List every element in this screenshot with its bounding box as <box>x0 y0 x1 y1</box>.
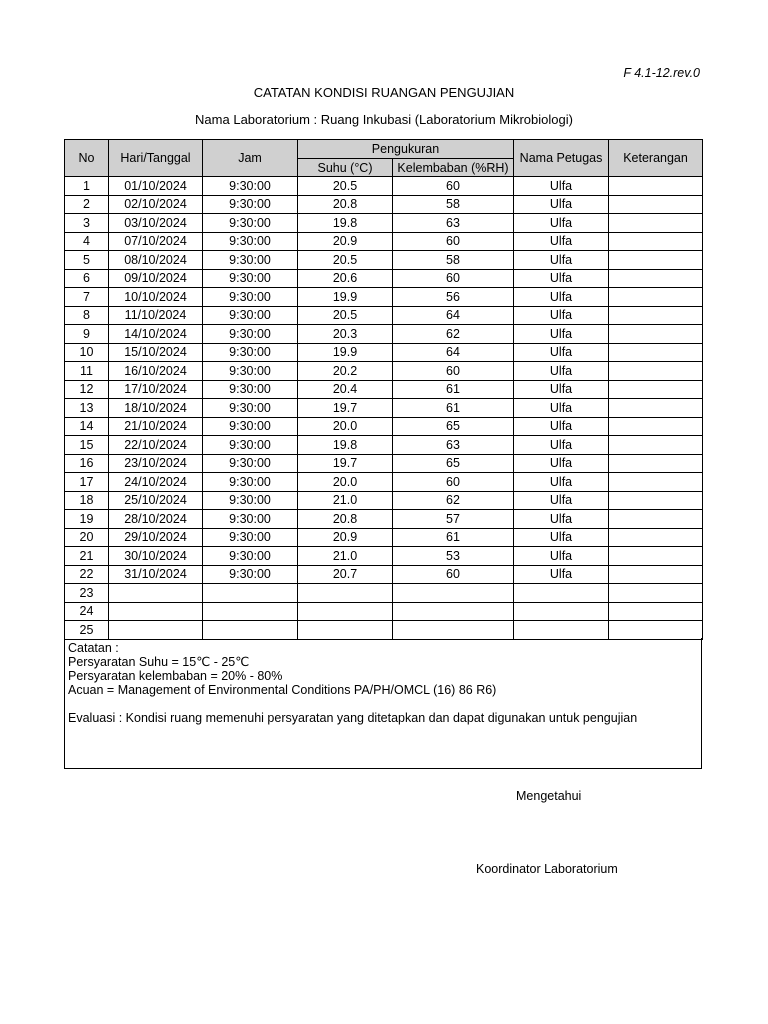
humidity-cell: 57 <box>393 510 514 529</box>
officer-cell: Ulfa <box>514 491 609 510</box>
date-cell: 07/10/2024 <box>109 232 203 251</box>
officer-cell: Ulfa <box>514 362 609 381</box>
header-no: No <box>65 140 109 177</box>
date-cell: 24/10/2024 <box>109 473 203 492</box>
humidity-cell: 60 <box>393 362 514 381</box>
remarks-cell <box>609 232 703 251</box>
officer-cell: Ulfa <box>514 343 609 362</box>
row-number: 24 <box>65 602 109 621</box>
time-cell: 9:30:00 <box>203 251 298 270</box>
officer-cell: Ulfa <box>514 399 609 418</box>
table-row <box>65 251 703 270</box>
remarks-cell <box>609 454 703 473</box>
reference-note: Acuan = Management of Environmental Conditions PA/PH/OMCL (16) 86 R6) <box>68 683 497 697</box>
time-cell: 9:30:00 <box>203 547 298 566</box>
form-code: F 4.1-12.rev.0 <box>623 66 700 80</box>
time-cell <box>203 621 298 640</box>
humidity-cell: 60 <box>393 473 514 492</box>
row-number: 17 <box>65 473 109 492</box>
temperature-cell <box>298 602 393 621</box>
row-number: 21 <box>65 547 109 566</box>
date-cell: 16/10/2024 <box>109 362 203 381</box>
row-number: 8 <box>65 306 109 325</box>
temperature-cell: 21.0 <box>298 491 393 510</box>
date-cell: 30/10/2024 <box>109 547 203 566</box>
humidity-cell <box>393 621 514 640</box>
time-cell: 9:30:00 <box>203 380 298 399</box>
row-number: 12 <box>65 380 109 399</box>
temperature-cell: 20.8 <box>298 510 393 529</box>
time-cell: 9:30:00 <box>203 473 298 492</box>
notes-section <box>64 638 702 769</box>
table-row <box>65 325 703 344</box>
table-row <box>65 436 703 455</box>
humidity-cell <box>393 584 514 603</box>
table-row <box>65 454 703 473</box>
table-row <box>65 380 703 399</box>
table-row <box>65 306 703 325</box>
officer-cell: Ulfa <box>514 195 609 214</box>
remarks-cell <box>609 343 703 362</box>
time-cell <box>203 584 298 603</box>
officer-cell: Ulfa <box>514 417 609 436</box>
temperature-cell: 20.9 <box>298 232 393 251</box>
date-cell: 11/10/2024 <box>109 306 203 325</box>
officer-cell <box>514 584 609 603</box>
officer-cell: Ulfa <box>514 288 609 307</box>
header-date: Hari/Tanggal <box>109 140 203 177</box>
document-title: CATATAN KONDISI RUANGAN PENGUJIAN <box>253 85 515 100</box>
humidity-cell: 65 <box>393 454 514 473</box>
officer-cell: Ulfa <box>514 473 609 492</box>
remarks-cell <box>609 380 703 399</box>
officer-cell: Ulfa <box>514 269 609 288</box>
evaluation-note: Evaluasi : Kondisi ruang memenuhi persyaratan yang ditetapkan dan dapat digunakan untuk pengujian <box>68 711 638 725</box>
remarks-cell <box>609 195 703 214</box>
humidity-cell: 60 <box>393 565 514 584</box>
header-measurement: Pengukuran <box>298 140 514 159</box>
remarks-cell <box>609 399 703 418</box>
temperature-cell: 19.7 <box>298 454 393 473</box>
remarks-cell <box>609 177 703 196</box>
notes-heading: Catatan : <box>68 641 119 655</box>
table-row <box>65 399 703 418</box>
humidity-cell: 60 <box>393 232 514 251</box>
laboratory-name: Nama Laboratorium : Ruang Inkubasi (Laboratorium Mikrobiologi) <box>195 112 573 127</box>
officer-cell: Ulfa <box>514 214 609 233</box>
officer-cell: Ulfa <box>514 325 609 344</box>
remarks-cell <box>609 325 703 344</box>
table-row <box>65 528 703 547</box>
temperature-cell: 20.2 <box>298 362 393 381</box>
time-cell: 9:30:00 <box>203 343 298 362</box>
header-temperature: Suhu (°C) <box>298 159 393 177</box>
humidity-cell: 53 <box>393 547 514 566</box>
time-cell: 9:30:00 <box>203 528 298 547</box>
temperature-cell: 20.6 <box>298 269 393 288</box>
header-humidity: Kelembaban (%RH) <box>393 159 514 177</box>
officer-cell <box>514 621 609 640</box>
time-cell: 9:30:00 <box>203 232 298 251</box>
officer-cell: Ulfa <box>514 251 609 270</box>
remarks-cell <box>609 288 703 307</box>
humidity-cell: 63 <box>393 214 514 233</box>
time-cell: 9:30:00 <box>203 362 298 381</box>
row-number: 14 <box>65 417 109 436</box>
date-cell: 02/10/2024 <box>109 195 203 214</box>
row-number: 23 <box>65 584 109 603</box>
temperature-cell: 19.9 <box>298 343 393 362</box>
temperature-cell: 20.8 <box>298 195 393 214</box>
officer-cell: Ulfa <box>514 306 609 325</box>
time-cell: 9:30:00 <box>203 214 298 233</box>
remarks-cell <box>609 362 703 381</box>
temperature-cell: 19.7 <box>298 399 393 418</box>
officer-cell: Ulfa <box>514 436 609 455</box>
date-cell <box>109 602 203 621</box>
time-cell: 9:30:00 <box>203 510 298 529</box>
row-number: 20 <box>65 528 109 547</box>
time-cell: 9:30:00 <box>203 177 298 196</box>
humidity-cell: 60 <box>393 269 514 288</box>
date-cell: 22/10/2024 <box>109 436 203 455</box>
acknowledged-label: Mengetahui <box>516 789 582 803</box>
remarks-cell <box>609 528 703 547</box>
header-time: Jam <box>203 140 298 177</box>
temperature-cell: 20.0 <box>298 473 393 492</box>
temperature-cell: 20.4 <box>298 380 393 399</box>
date-cell: 09/10/2024 <box>109 269 203 288</box>
time-cell: 9:30:00 <box>203 417 298 436</box>
row-number: 9 <box>65 325 109 344</box>
table-body <box>65 177 703 640</box>
officer-cell: Ulfa <box>514 232 609 251</box>
humidity-cell: 61 <box>393 399 514 418</box>
time-cell: 9:30:00 <box>203 565 298 584</box>
temperature-cell <box>298 584 393 603</box>
remarks-cell <box>609 251 703 270</box>
remarks-cell <box>609 491 703 510</box>
table-row <box>65 417 703 436</box>
humidity-cell <box>393 602 514 621</box>
officer-cell: Ulfa <box>514 177 609 196</box>
row-number: 4 <box>65 232 109 251</box>
remarks-cell <box>609 547 703 566</box>
time-cell: 9:30:00 <box>203 325 298 344</box>
table-row <box>65 232 703 251</box>
officer-cell: Ulfa <box>514 528 609 547</box>
time-cell: 9:30:00 <box>203 306 298 325</box>
temperature-cell: 20.5 <box>298 177 393 196</box>
temperature-cell: 19.9 <box>298 288 393 307</box>
date-cell: 31/10/2024 <box>109 565 203 584</box>
table-row <box>65 473 703 492</box>
date-cell: 25/10/2024 <box>109 491 203 510</box>
signatory-role: Koordinator Laboratorium <box>476 862 618 876</box>
temperature-cell <box>298 621 393 640</box>
row-number: 11 <box>65 362 109 381</box>
table-row <box>65 214 703 233</box>
remarks-cell <box>609 584 703 603</box>
row-number: 22 <box>65 565 109 584</box>
date-cell <box>109 621 203 640</box>
humidity-cell: 62 <box>393 325 514 344</box>
date-cell: 08/10/2024 <box>109 251 203 270</box>
temperature-requirement: Persyaratan Suhu = 15℃ - 25℃ <box>68 655 250 669</box>
time-cell: 9:30:00 <box>203 288 298 307</box>
temperature-cell: 19.8 <box>298 436 393 455</box>
humidity-cell: 61 <box>393 380 514 399</box>
row-number: 16 <box>65 454 109 473</box>
row-number: 5 <box>65 251 109 270</box>
officer-cell: Ulfa <box>514 454 609 473</box>
remarks-cell <box>609 436 703 455</box>
time-cell: 9:30:00 <box>203 454 298 473</box>
officer-cell: Ulfa <box>514 380 609 399</box>
temperature-cell: 20.0 <box>298 417 393 436</box>
table-row <box>65 491 703 510</box>
row-number: 18 <box>65 491 109 510</box>
table-row <box>65 343 703 362</box>
temperature-cell: 20.7 <box>298 565 393 584</box>
table-row <box>65 565 703 584</box>
date-cell: 01/10/2024 <box>109 177 203 196</box>
row-number: 19 <box>65 510 109 529</box>
remarks-cell <box>609 602 703 621</box>
date-cell: 29/10/2024 <box>109 528 203 547</box>
row-number: 25 <box>65 621 109 640</box>
header-remarks: Keterangan <box>609 140 703 177</box>
remarks-cell <box>609 473 703 492</box>
temperature-cell: 20.9 <box>298 528 393 547</box>
humidity-cell: 65 <box>393 417 514 436</box>
table-row <box>65 177 703 196</box>
remarks-cell <box>609 417 703 436</box>
remarks-cell <box>609 565 703 584</box>
table-row <box>65 510 703 529</box>
remarks-cell <box>609 621 703 640</box>
time-cell: 9:30:00 <box>203 195 298 214</box>
date-cell: 28/10/2024 <box>109 510 203 529</box>
row-number: 6 <box>65 269 109 288</box>
table-row <box>65 547 703 566</box>
humidity-cell: 61 <box>393 528 514 547</box>
date-cell: 03/10/2024 <box>109 214 203 233</box>
row-number: 13 <box>65 399 109 418</box>
humidity-cell: 60 <box>393 177 514 196</box>
row-number: 1 <box>65 177 109 196</box>
table-row <box>65 288 703 307</box>
officer-cell: Ulfa <box>514 565 609 584</box>
remarks-cell <box>609 269 703 288</box>
humidity-cell: 62 <box>393 491 514 510</box>
humidity-requirement: Persyaratan kelembaban = 20% - 80% <box>68 669 283 683</box>
temperature-cell: 20.5 <box>298 306 393 325</box>
date-cell: 17/10/2024 <box>109 380 203 399</box>
date-cell: 15/10/2024 <box>109 343 203 362</box>
row-number: 2 <box>65 195 109 214</box>
date-cell: 23/10/2024 <box>109 454 203 473</box>
room-condition-table <box>64 139 703 640</box>
row-number: 7 <box>65 288 109 307</box>
table-row <box>65 584 703 603</box>
header-officer: Nama Petugas <box>514 140 609 177</box>
row-number: 10 <box>65 343 109 362</box>
date-cell: 10/10/2024 <box>109 288 203 307</box>
table-row <box>65 621 703 640</box>
date-cell: 14/10/2024 <box>109 325 203 344</box>
time-cell: 9:30:00 <box>203 269 298 288</box>
humidity-cell: 56 <box>393 288 514 307</box>
remarks-cell <box>609 214 703 233</box>
date-cell <box>109 584 203 603</box>
table-row <box>65 602 703 621</box>
temperature-cell: 21.0 <box>298 547 393 566</box>
time-cell <box>203 602 298 621</box>
time-cell: 9:30:00 <box>203 491 298 510</box>
humidity-cell: 63 <box>393 436 514 455</box>
officer-cell: Ulfa <box>514 547 609 566</box>
humidity-cell: 64 <box>393 343 514 362</box>
humidity-cell: 58 <box>393 195 514 214</box>
humidity-cell: 64 <box>393 306 514 325</box>
remarks-cell <box>609 306 703 325</box>
date-cell: 18/10/2024 <box>109 399 203 418</box>
table-row <box>65 269 703 288</box>
table-row <box>65 362 703 381</box>
date-cell: 21/10/2024 <box>109 417 203 436</box>
officer-cell <box>514 602 609 621</box>
row-number: 3 <box>65 214 109 233</box>
temperature-cell: 19.8 <box>298 214 393 233</box>
table-row <box>65 195 703 214</box>
remarks-cell <box>609 510 703 529</box>
time-cell: 9:30:00 <box>203 436 298 455</box>
officer-cell: Ulfa <box>514 510 609 529</box>
temperature-cell: 20.5 <box>298 251 393 270</box>
temperature-cell: 20.3 <box>298 325 393 344</box>
row-number: 15 <box>65 436 109 455</box>
time-cell: 9:30:00 <box>203 399 298 418</box>
humidity-cell: 58 <box>393 251 514 270</box>
